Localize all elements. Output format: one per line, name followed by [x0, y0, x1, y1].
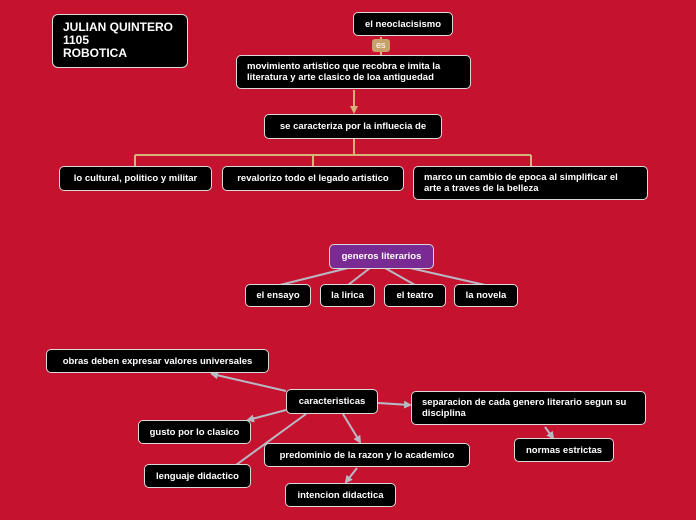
genre-ensayo[interactable]: el ensayo [245, 284, 311, 307]
char-gusto-clasico[interactable]: gusto por lo clasico [138, 420, 251, 444]
connector-genre-lirica [348, 268, 370, 285]
author-name: JULIAN QUINTERO [63, 20, 174, 34]
genre-teatro[interactable]: el teatro [384, 284, 446, 307]
connector-char-universales [212, 374, 286, 391]
char-intencion-didactica[interactable]: intencion didactica [285, 483, 396, 507]
connector-char-razon [343, 414, 360, 442]
characteristics-node[interactable]: caracteristicas [286, 389, 378, 414]
char-separacion-generos[interactable]: separacion de cada genero literario segun su disciplina [411, 391, 646, 425]
connector-char-separacion [378, 403, 410, 405]
connector-char-clasico [248, 410, 286, 420]
definition-node[interactable]: movimiento artistico que recobra e imita la literatura y arte clasico de loa antiguedad [236, 55, 471, 89]
char-lenguaje-didactico[interactable]: lenguaje didactico [144, 464, 251, 488]
link-label-es: es [372, 39, 390, 52]
char-razon-academico[interactable]: predominio de la razon y lo academico [264, 443, 470, 467]
influence-node[interactable]: se caracteriza por la influecia de [264, 114, 442, 139]
influence-item-cambio[interactable]: marco un cambio de epoca al simplificar el arte a traves de la belleza [413, 166, 648, 200]
author-title-box [52, 14, 188, 68]
genres-node[interactable]: generos literarios [329, 244, 434, 269]
connector-genre-novela [410, 268, 485, 285]
author-subject: ROBOTICA [63, 46, 127, 60]
genre-lirica[interactable]: la lirica [320, 284, 375, 307]
connector-genre-ensayo [280, 268, 348, 285]
author-group: 1105 [63, 33, 90, 47]
char-normas-estrictas[interactable]: normas estrictas [514, 438, 614, 462]
root-node[interactable]: el neoclacisismo [353, 12, 453, 36]
influence-item-legado[interactable]: revalorizo todo el legado artistico [222, 166, 404, 191]
genre-novela[interactable]: la novela [454, 284, 518, 307]
connector-separacion-normas [545, 427, 553, 438]
char-valores-universales[interactable]: obras deben expresar valores universales [46, 349, 269, 373]
connector-razon-intencion [346, 468, 357, 482]
connector-genre-teatro [385, 268, 415, 285]
influence-item-cultural[interactable]: lo cultural, politico y militar [59, 166, 212, 191]
